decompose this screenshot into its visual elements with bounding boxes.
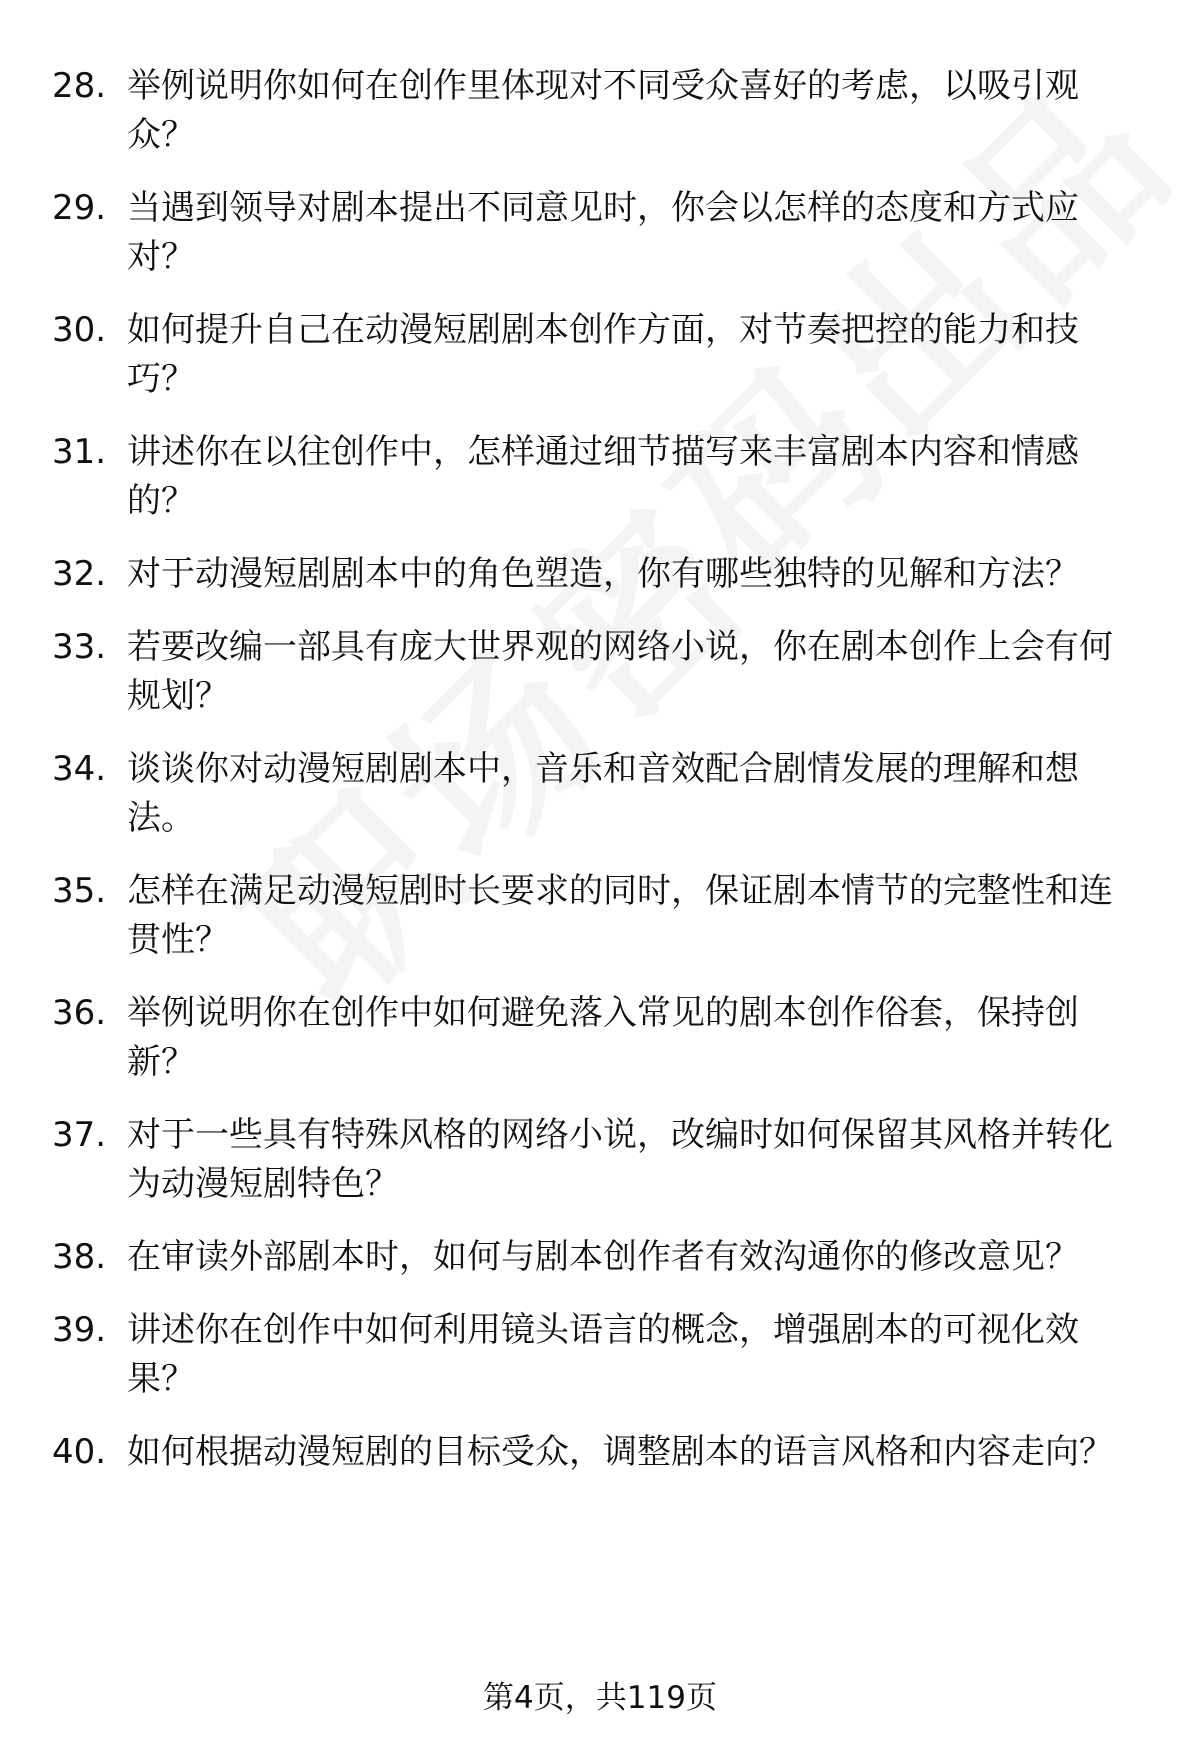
question-item: [52, 1111, 1142, 1209]
question-item: [52, 623, 1142, 721]
question-item: [52, 1428, 1142, 1477]
question-text: 举例说明你在创作中如何避免落入常见的剧本创作俗套，保持创新？: [127, 993, 1079, 1082]
question-item: [52, 1306, 1142, 1404]
question-number: 37.: [52, 1115, 107, 1155]
question-number: 31.: [52, 432, 107, 472]
question-text: 对于一些具有特殊风格的网络小说，改编时如何保留其风格并转化为动漫短剧特色？: [127, 1115, 1113, 1204]
page-footer: 第4页，共119页: [483, 1680, 717, 1716]
question-number: 34.: [52, 749, 107, 789]
question-number: 38.: [52, 1237, 107, 1277]
question-number: 30.: [52, 310, 107, 350]
question-item: [52, 867, 1142, 965]
question-text: 如何提升自己在动漫短剧剧本创作方面，对节奏把控的能力和技巧？: [127, 310, 1079, 399]
question-text: 讲述你在以往创作中，怎样通过细节描写来丰富剧本内容和情感的？: [127, 432, 1079, 521]
question-text: 讲述你在创作中如何利用镜头语言的概念，增强剧本的可视化效果？: [127, 1310, 1079, 1399]
question-item: [52, 306, 1142, 404]
question-number: 32.: [52, 554, 107, 594]
question-number: 28.: [52, 66, 107, 106]
question-item: [52, 550, 1142, 599]
question-text: 谈谈你对动漫短剧剧本中，音乐和音效配合剧情发展的理解和想法。: [127, 749, 1079, 838]
question-item: [52, 428, 1142, 526]
question-number: 35.: [52, 871, 107, 911]
question-text: 如何根据动漫短剧的目标受众，调整剧本的语言风格和内容走向？: [127, 1432, 1113, 1472]
question-list: [52, 62, 1142, 1501]
question-number: 33.: [52, 627, 107, 667]
question-number: 40.: [52, 1432, 107, 1472]
question-number: 29.: [52, 188, 107, 228]
question-text: 举例说明你如何在创作里体现对不同受众喜好的考虑，以吸引观众？: [127, 66, 1079, 155]
question-text: 若要改编一部具有庞大世界观的网络小说，你在剧本创作上会有何规划？: [127, 627, 1113, 716]
question-item: [52, 1233, 1142, 1282]
question-item: [52, 989, 1142, 1087]
question-item: [52, 62, 1142, 160]
question-number: 39.: [52, 1310, 107, 1350]
question-number: 36.: [52, 993, 107, 1033]
question-text: 对于动漫短剧剧本中的角色塑造，你有哪些独特的见解和方法？: [127, 554, 1079, 594]
question-text: 当遇到领导对剧本提出不同意见时，你会以怎样的态度和方式应对？: [127, 188, 1079, 277]
question-item: [52, 184, 1142, 282]
question-text: 怎样在满足动漫短剧时长要求的同时，保证剧本情节的完整性和连贯性？: [127, 871, 1113, 960]
question-text: 在审读外部剧本时，如何与剧本创作者有效沟通你的修改意见？: [127, 1237, 1079, 1277]
question-item: [52, 745, 1142, 843]
